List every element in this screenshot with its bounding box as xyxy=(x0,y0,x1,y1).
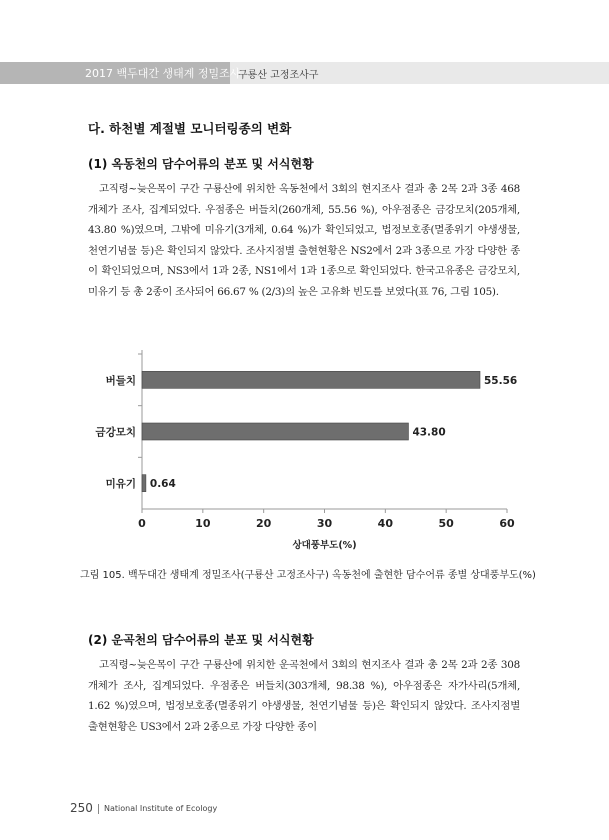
subsection1-title: (1) 옥동천의 담수어류의 분포 및 서식현황 xyxy=(88,157,314,171)
header-site-name: 구룡산 고정조사구 xyxy=(238,70,319,81)
abundance-bar-chart xyxy=(80,344,530,558)
data-label: 0.64 xyxy=(149,478,176,491)
bar xyxy=(142,423,408,440)
bar xyxy=(142,475,146,492)
chart-svg xyxy=(80,344,530,554)
x-tick-label: 30 xyxy=(316,517,333,530)
x-tick-label: 20 xyxy=(256,517,272,530)
footer-divider xyxy=(98,804,99,814)
x-axis-title: 상대풍부도(%) xyxy=(292,540,357,551)
section-title: 다. 하천별 계절별 모니터링종의 변화 xyxy=(88,121,292,136)
category-label: 미유기 xyxy=(105,478,136,491)
figure-caption: 그림 105. 백두대간 생태계 정밀조사(구룡산 고정조사구) 옥동천에 출현한 담수어류 종별 상대풍부도(%) xyxy=(80,570,536,581)
x-tick-label: 10 xyxy=(195,517,211,530)
subsection1-paragraph: 고직령~늦은목이 구간 구룡산에 위치한 옥동천에서 3회의 현지조사 결과 총 2목 2과 3종 468개체가 조사, 집계되었다. 우점종은 버들치(260개체, 55.56 %), 아우점종은 금강모치(205개체, 43.80 %)였으며, 그밖에 미유기(3개체, 0.64 %)가 확인되었고, 법정보호종(멸종위기 야생생물, 천연기념물 등)은 확인되지 않았다. 조사지점별 출현현황은 NS2에서 2과 3종으로 가장 다양한 종이 확인되었으며, NS3에서 1과 2종, NS1에서 1과 1종으로 확인되었다. 한국고유종은 금강모치, 미유기 등 총 2종이 조사되어 66.67 % (2/3)의 높은 고유화 빈도를 보였다(표 76, 그림 105). xyxy=(88,183,520,298)
data-label: 55.56 xyxy=(483,374,518,387)
category-label: 금강모치 xyxy=(95,426,136,439)
subsection2-title: (2) 운곡천의 담수어류의 분포 및 서식현황 xyxy=(88,633,314,647)
header-report-title: 2017 백두대간 생태계 정밀조사 xyxy=(85,67,241,80)
category-label: 버들치 xyxy=(105,374,136,387)
x-tick-label: 50 xyxy=(438,517,454,530)
x-tick-label: 60 xyxy=(499,517,515,530)
bar xyxy=(142,371,480,388)
footer-organization: National Institute of Ecology xyxy=(104,804,218,813)
data-label: 43.80 xyxy=(412,426,446,439)
x-tick-label: 40 xyxy=(377,517,393,530)
subsection2-paragraph: 고직령~늦은목이 구간 구룡산에 위치한 운곡천에서 3회의 현지조사 결과 총 2목 2과 2종 308개체가 조사, 집계되었다. 우점종은 버들치(303개체, 98.38 %), 아우점종은 자가사리(5개체, 1.62 %)였으며, 법정보호종(멸종위기 야생생물, 천연기념물 등)은 확인되지 않았다. 조사지점별 출현현황은 US3에서 2과 2종으로 가장 다양한 종이 xyxy=(88,659,520,733)
page-number: 250 xyxy=(70,801,93,815)
x-tick-label: 0 xyxy=(138,517,146,530)
